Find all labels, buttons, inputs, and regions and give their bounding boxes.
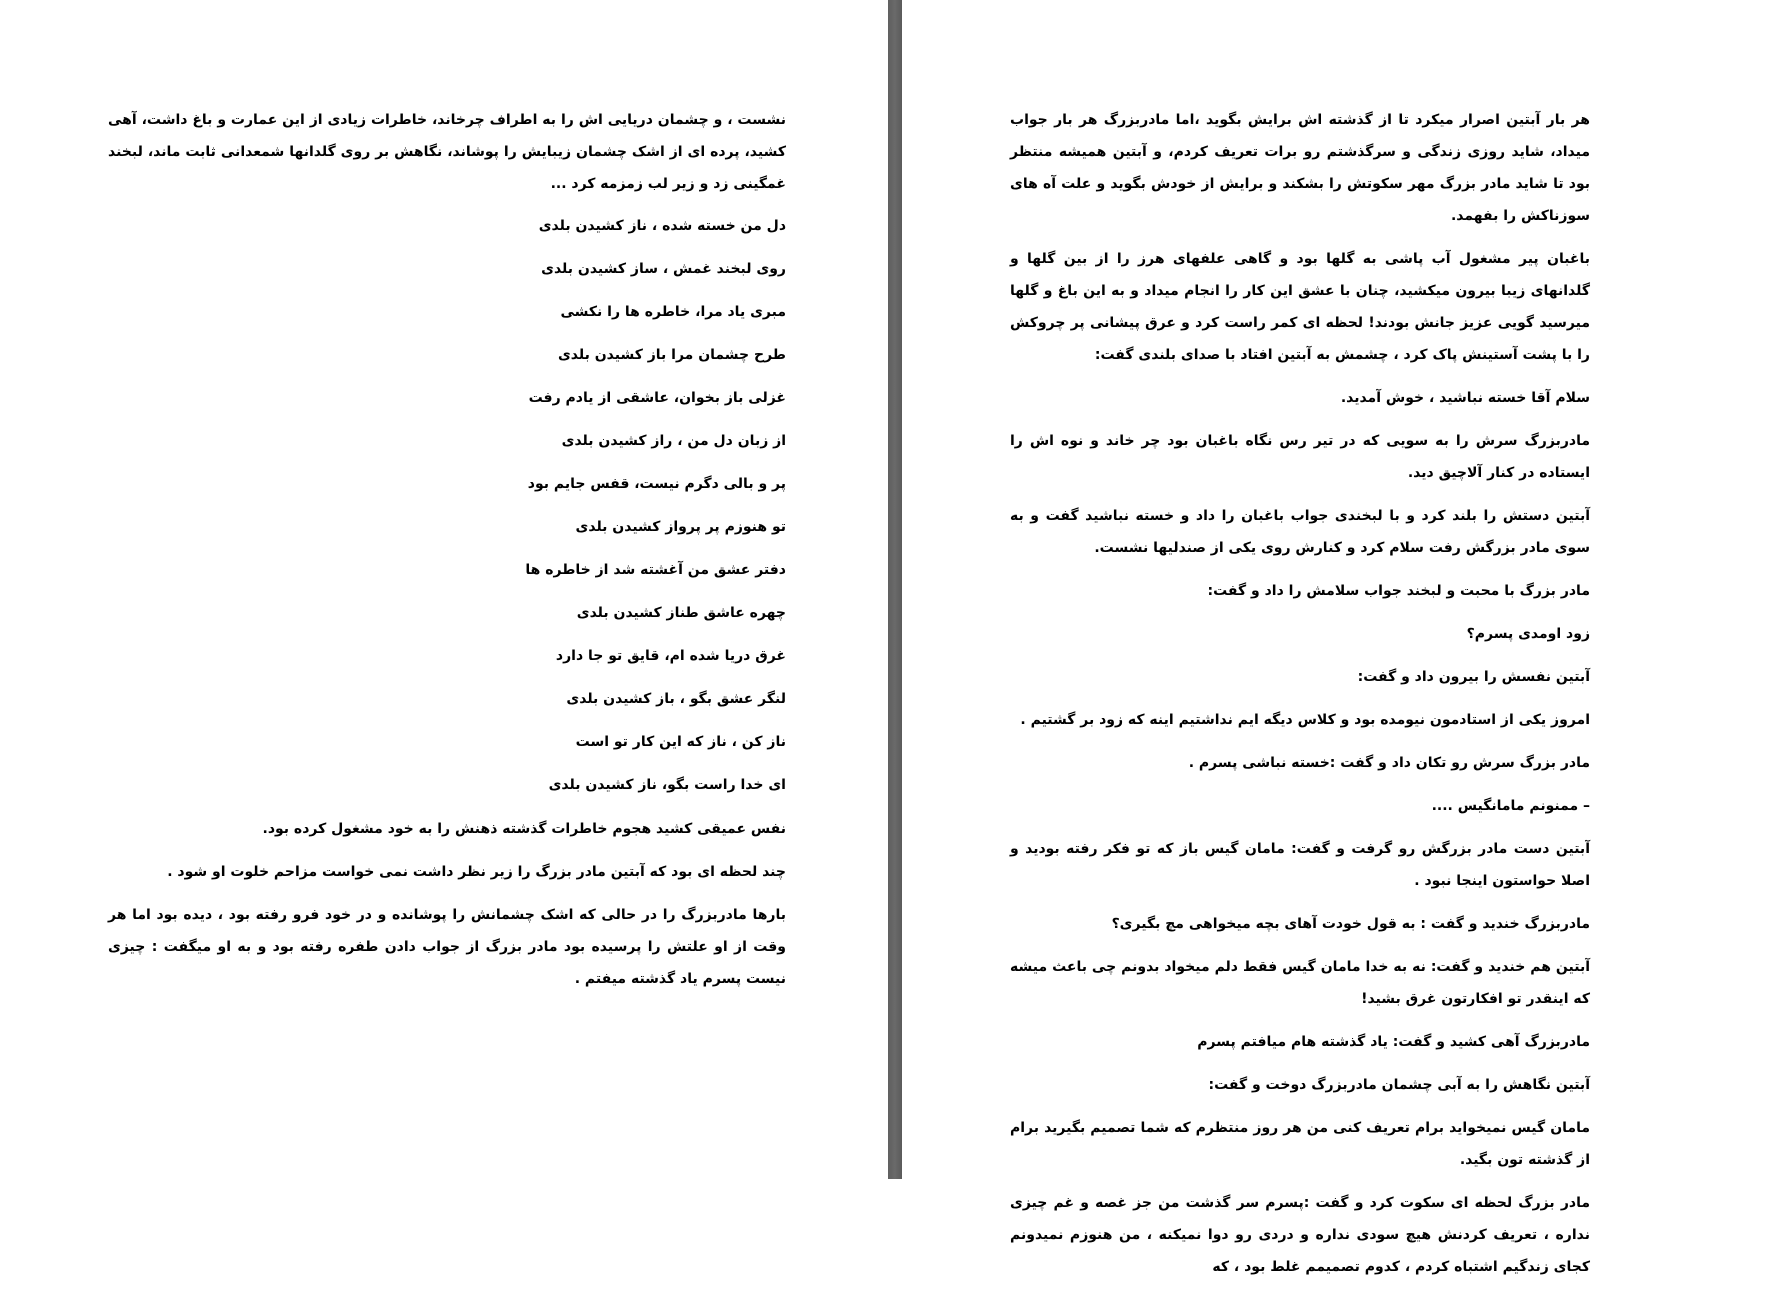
- verse-line: چهره عاشق طناز کشیدن بلدی: [576, 605, 786, 621]
- paragraph: مادر بزرگ لحظه ای سکوت کرد و گفت :پسرم سر گذشت من جز غصه و غم چیزی نداره ، تعریف کردنش هیچ سودی نداره و دردی رو دوا نمیکنه ، من هنوزم نمیدونم کجای زندگیم اشتباه کردم ، کدوم تصمیمم غلط بود ، که: [1010, 1195, 1590, 1275]
- verse-line: مبری یاد مرا، خاطره ها را نکشی: [560, 304, 786, 320]
- paragraph: مادربزرگ آهی کشید و گفت: یاد گذشته هام میافتم پسرم: [1197, 1034, 1590, 1050]
- paragraph: مادر بزرگ سرش رو تکان داد و گفت :خسته نباشی پسرم .: [1188, 755, 1590, 771]
- right-page-text: [1010, 104, 1590, 1294]
- paragraph: آبتین دست مادر بزرگش رو گرفت و گفت: مامان گیس باز که تو فکر رفته بودید و اصلا حواستون اینجا نبود .: [1010, 841, 1590, 889]
- paragraph: زود اومدی پسرم؟: [1466, 626, 1590, 642]
- right-page: [902, 0, 1792, 1275]
- paragraph: مادربزرگ سرش را به سویی که در تیر رس نگاه باغبان بود چر خاند و نوه اش را ایستاده در کنار آلاچیق دید.: [1010, 433, 1590, 481]
- verse-line: روی لبخند غمش ، ساز کشیدن بلدی: [541, 261, 786, 277]
- page-gutter: [888, 0, 902, 1179]
- paragraph: چند لحظه ای بود که آبتین مادر بزرگ را زیر نظر داشت نمی خواست مزاحم خلوت او شود .: [167, 864, 786, 880]
- paragraph: آبتین نفسش را بیرون داد و گفت:: [1357, 669, 1590, 685]
- paragraph: سلام آقا خسته نباشید ، خوش آمدید.: [1340, 390, 1590, 406]
- verse-line: غرق دریا شده ام، قایق تو جا دارد: [555, 648, 786, 664]
- paragraph: مادربزرگ خندید و گفت : به قول خودت آهای بچه میخواهی مچ بگیری؟: [1111, 916, 1590, 932]
- verse-line: لنگر عشق بگو ، باز کشیدن بلدی: [566, 691, 786, 707]
- paragraph: آبتین دستش را بلند کرد و با لبخندی جواب باغبان را داد و خسته نباشید گفت و به سوی مادر بزرگش رفت سلام کرد و کنارش روی یکی از صندلیها نشست.: [1010, 508, 1590, 556]
- left-page: [0, 0, 888, 1179]
- paragraph: مامان گیس نمیخواید برام تعریف کنی من هر روز منتظرم که شما تصمیم بگیرید برام از گذشته تون بگید.: [1010, 1120, 1590, 1168]
- verse-line: دفتر عشق من آغشته شد از خاطره ها: [525, 562, 786, 578]
- verse-line: از زبان دل من ، راز کشیدن بلدی: [561, 433, 786, 449]
- paragraph: نفس عمیقی کشید هجوم خاطرات گذشته ذهنش را به خود مشغول کرده بود.: [262, 821, 786, 837]
- left-page-text: [108, 104, 786, 1006]
- paragraph: بارها مادربزرگ را در حالی که اشک چشمانش را پوشانده و در خود فرو رفته بود ، دیده بود اما هر وقت از او علتش را پرسیده بود مادر بزرگ از جواب دادن طفره رفته بود و به او میگفت : چیزی نیست پسرم یاد گذشته میفتم .: [108, 907, 786, 987]
- paragraph: باغبان پیر مشغول آب پاشی به گلها بود و گاهی علفهای هرز را از بین گلها و گلدانهای زیبا بیرون میکشید، چنان با عشق این کار را انجام میداد و به این باغ و گلها میرسید گویی عزیز جانش بودند! لحظه ای کمر راست کرد و عرق پیشانی پر چروکش را با پشت آستینش پاک کرد ، چشمش به آبتین افتاد با صدای بلندی گفت:: [1010, 251, 1590, 363]
- verse-line: پر و بالی دگرم نیست، قفس جایم بود: [527, 476, 786, 492]
- verse-line: ناز کن ، ناز که این کار تو است: [575, 734, 786, 750]
- paragraph: آبتین هم خندید و گفت: نه به خدا مامان گیس فقط دلم میخواد بدونم چی باعث میشه که اینقدر تو افکارتون غرق بشید!: [1010, 959, 1590, 1007]
- verse-line: ای خدا راست بگو، ناز کشیدن بلدی: [548, 777, 786, 793]
- paragraph: – ممنونم مامانگیس ....: [1431, 798, 1590, 814]
- verse-line: غزلی باز بخوان، عاشقی از یادم رفت: [528, 390, 786, 406]
- verse-line: دل من خسته شده ، ناز کشیدن بلدی: [538, 218, 786, 234]
- paragraph: امروز یکی از استادمون نیومده بود و کلاس دیگه ایم نداشتیم اینه که زود بر گشتیم .: [1020, 712, 1590, 728]
- paragraph: مادر بزرگ با محبت و لبخند جواب سلامش را داد و گفت:: [1207, 583, 1590, 599]
- verse-line: طرح چشمان مرا باز کشیدن بلدی: [557, 347, 786, 363]
- paragraph: نشست ، و چشمان دریایی اش را به اطراف چرخاند، خاطرات زیادی از این عمارت و باغ داشت، آهی کشید، پرده ای از اشک چشمان زیبایش را پوشاند، نگاهش بر روی گلدانها شمعدانی ثابت ماند، لبخند غمگینی زد و زیر لب زمزمه کرد ...: [108, 112, 786, 192]
- paragraph: آبتین نگاهش را به آبی چشمان مادربزرگ دوخت و گفت:: [1208, 1077, 1590, 1093]
- paragraph: هر بار آبتین اصرار میکرد تا از گذشته اش برایش بگوید ،اما مادربزرگ هر بار جواب میداد، شاید روزی زندگی و سرگذشتم رو برات تعریف کردم، و آبتین همیشه منتظر بود تا شاید مادر بزرگ مهر سکوتش را بشکند و برایش از خودش بگوید و علت آه های سوزناکش را بفهمد.: [1010, 112, 1590, 224]
- verse-line: تو هنوزم پر پرواز کشیدن بلدی: [575, 519, 786, 535]
